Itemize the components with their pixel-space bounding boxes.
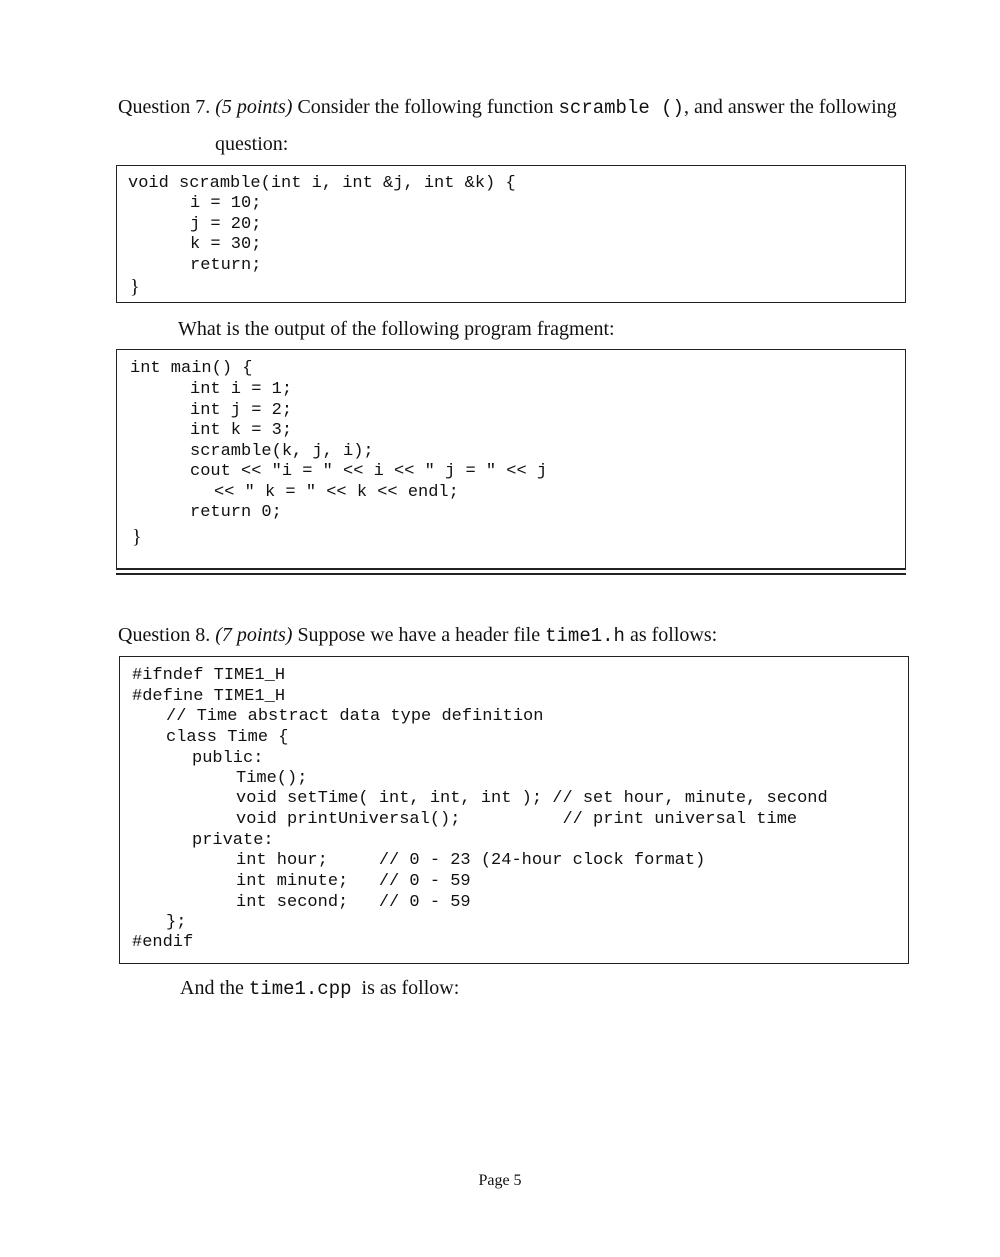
code-line: // Time abstract data type definition <box>166 707 544 726</box>
q7-text-before: Consider the following function <box>292 96 559 118</box>
code-line: #endif <box>132 933 194 952</box>
code-line: void printUniversal(); // print universal time <box>236 810 798 829</box>
q7-label: Question 7. <box>118 96 211 118</box>
code-line: scramble(k, j, i); <box>190 442 374 461</box>
code-line: }; <box>166 913 187 932</box>
q8-label: Question 8. <box>118 624 211 646</box>
code-line: int j = 2; <box>190 401 293 420</box>
code-line: int main() { <box>130 359 253 378</box>
q8-heading <box>118 624 717 647</box>
code-line: i = 10; <box>190 194 262 213</box>
code-line: k = 30; <box>190 235 262 254</box>
q8-text-after: as follows: <box>624 624 718 646</box>
q8-cpp-suffix: is as follow: <box>351 977 460 999</box>
code-line: #ifndef TIME1_H <box>132 666 286 685</box>
code-line: void setTime( int, int, int ); // set hour, minute, second <box>236 789 828 808</box>
main-code-box-double-rule <box>116 568 906 575</box>
code-line: return; <box>190 256 262 275</box>
code-line: class Time { <box>166 728 289 747</box>
q7-heading <box>118 96 897 119</box>
code-line: return 0; <box>190 503 282 522</box>
q8-cpp-prefix: And the <box>180 977 249 999</box>
code-line: void scramble(int i, int &j, int &k) { <box>128 174 516 193</box>
q8-cpp-intro <box>180 977 459 1000</box>
q7-points: (5 points) <box>215 96 293 118</box>
q7-prompt: What is the output of the following program fragment: <box>178 318 615 340</box>
code-line: Time(); <box>236 769 308 788</box>
code-line: int second; // 0 - 59 <box>236 893 471 912</box>
code-line: private: <box>192 831 274 850</box>
code-line: << " k = " << k << endl; <box>214 483 459 502</box>
closing-brace: } <box>130 276 140 298</box>
page-number: Page 5 <box>478 1172 522 1189</box>
q7-function-name: scramble () <box>558 97 684 119</box>
q7-heading-line2: question: <box>215 133 289 155</box>
code-line: int k = 3; <box>190 421 293 440</box>
code-line: public: <box>192 749 264 768</box>
code-line: #define TIME1_H <box>132 687 286 706</box>
code-line: int minute; // 0 - 59 <box>236 872 471 891</box>
q7-text-after: , and answer the following <box>683 96 897 118</box>
code-line: cout << "i = " << i << " j = " << j <box>190 462 548 481</box>
q8-cpp-file-name: time1.cpp <box>248 978 352 1000</box>
code-line: int i = 1; <box>190 380 293 399</box>
q8-points: (7 points) <box>215 624 293 646</box>
code-line: int hour; // 0 - 23 (24-hour clock format) <box>236 851 706 870</box>
closing-brace: } <box>132 526 142 548</box>
code-line: j = 20; <box>190 215 262 234</box>
q8-file-name: time1.h <box>545 625 625 647</box>
q8-text-before: Suppose we have a header file <box>292 624 546 646</box>
